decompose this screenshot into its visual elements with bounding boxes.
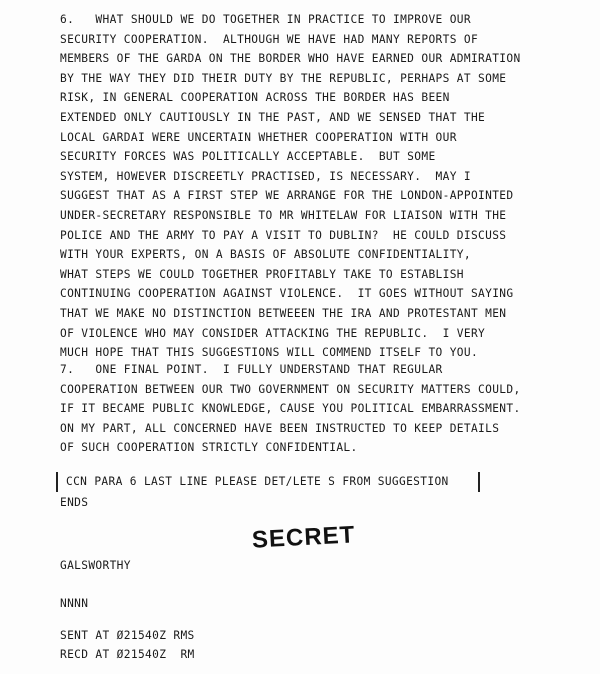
- paragraph-6-line: THAT WE MAKE NO DISTINCTION BETWEEEN THE IRA AND PROTESTANT MEN: [60, 306, 507, 320]
- sent-at-line: SENT AT Ø21540Z RMS: [60, 629, 195, 642]
- paragraph-6-line: BY THE WAY THEY DID THEIR DUTY BY THE REPUBLIC, PERHAPS AT SOME: [60, 71, 507, 85]
- paragraph-7-line: ON MY PART, ALL CONCERNED HAVE BEEN INSTRUCTED TO KEEP DETAILS: [60, 421, 500, 435]
- paragraph-7-line: 7. ONE FINAL POINT. I FULLY UNDERSTAND THAT REGULAR: [60, 363, 443, 376]
- paragraph-6: [60, 10, 580, 363]
- paragraph-6-line: SYSTEM, HOWEVER DISCREETLY PRACTISED, IS NECESSARY. MAY I: [60, 169, 471, 183]
- paragraph-6-line: WITH YOUR EXPERTS, ON A BASIS OF ABSOLUTE CONFIDENTIALITY,: [60, 248, 471, 262]
- paragraph-6-line: MUCH HOPE THAT THIS SUGGESTIONS WILL COMMEND ITSELF TO YOU.: [60, 346, 479, 360]
- paragraph-6-line: WHAT STEPS WE COULD TOGETHER PROFITABLY TAKE TO ESTABLISH: [60, 267, 464, 281]
- correction-note: CCN PARA 6 LAST LINE PLEASE DET/LETE S FROM SUGGESTION: [66, 475, 449, 488]
- paragraph-6-line: OF VIOLENCE WHO MAY CONSIDER ATTACKING THE REPUBLIC. I VERY: [60, 326, 486, 340]
- paragraph-7-line: IF IT BECAME PUBLIC KNOWLEDGE, CAUSE YOU POLITICAL EMBARRASSMENT.: [60, 402, 521, 416]
- ends-marker: ENDS: [60, 496, 89, 509]
- paragraph-6-line: 6. WHAT SHOULD WE DO TOGETHER IN PRACTICE TO IMPROVE OUR: [60, 13, 471, 26]
- paragraph-6-line: UNDER-SECRETARY RESPONSIBLE TO MR WHITELAW FOR LIAISON WITH THE: [60, 208, 507, 222]
- paragraph-6-line: LOCAL GARDAI WERE UNCERTAIN WHETHER COOPERATION WITH OUR: [60, 130, 457, 144]
- paragraph-6-line: SUGGEST THAT AS A FIRST STEP WE ARRANGE FOR THE LONDON-APPOINTED: [60, 189, 514, 203]
- nnnn-marker: NNNN: [60, 597, 89, 610]
- paragraph-6-line: SECURITY COOPERATION. ALTHOUGH WE HAVE HAD MANY REPORTS OF: [60, 32, 479, 46]
- paragraph-6-line: RISK, IN GENERAL COOPERATION ACROSS THE BORDER HAS BEEN: [60, 91, 450, 105]
- paragraph-7-line: COOPERATION BETWEEN OUR TWO GOVERNMENT ON SECURITY MATTERS COULD,: [60, 382, 521, 396]
- paragraph-6-line: POLICE AND THE ARMY TO PAY A VISIT TO DUBLIN? HE COULD DISCUSS: [60, 228, 507, 242]
- paragraph-7-line: OF SUCH COOPERATION STRICTLY CONFIDENTIAL.: [60, 441, 358, 455]
- paragraph-6-line: CONTINUING COOPERATION AGAINST VIOLENCE. IT GOES WITHOUT SAYING: [60, 287, 514, 301]
- paragraph-6-line: SECURITY FORCES WAS POLITICALLY ACCEPTABLE. BUT SOME: [60, 150, 436, 164]
- correction-note-box: [56, 472, 480, 492]
- signature: GALSWORTHY: [60, 559, 131, 572]
- paragraph-6-line: EXTENDED ONLY CAUTIOUSLY IN THE PAST, AND WE SENSED THAT THE: [60, 110, 486, 124]
- paragraph-6-line: MEMBERS OF THE GARDA ON THE BORDER WHO HAVE EARNED OUR ADMIRATION: [60, 52, 521, 66]
- secret-stamp: SECRET: [251, 521, 356, 554]
- paragraph-7: [60, 360, 580, 458]
- recd-at-line: RECD AT Ø21540Z RM: [60, 648, 195, 661]
